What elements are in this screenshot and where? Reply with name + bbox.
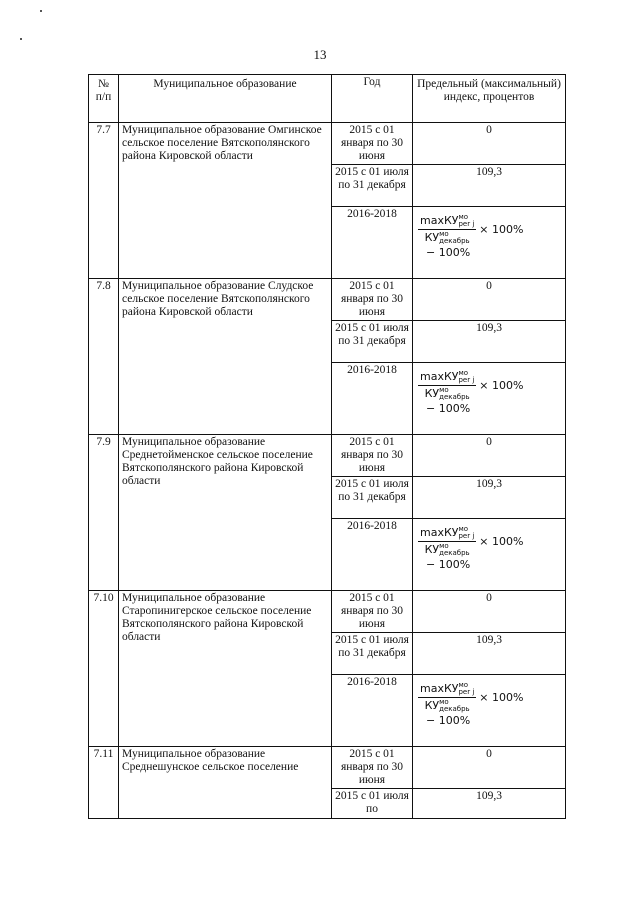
index-table xyxy=(88,74,566,819)
period-year: 2015 с 01 июля по 31 декабря xyxy=(332,165,413,207)
period-year: 2016-2018 xyxy=(332,207,413,279)
formula-denominator: КУ мо декабрь xyxy=(424,542,470,557)
period-year: 2016-2018 xyxy=(332,675,413,747)
municipality-name: Муниципальное образование Среднешунское сельское поселение xyxy=(119,747,332,819)
formula-minus: − 100% xyxy=(426,714,471,727)
index-formula xyxy=(416,208,562,259)
index-value: 109,3 xyxy=(413,321,566,363)
period-year: 2015 с 01 января по 30 июня xyxy=(332,747,413,789)
table-row xyxy=(89,279,566,321)
formula-numerator: maxКУ мо per j xyxy=(420,369,475,384)
header-num: № п/п xyxy=(89,75,119,123)
formula-numerator: maxКУ мо per j xyxy=(420,681,475,696)
municipality-name: Муниципальное образование Среднетойменское сельское поселение Вятскополянского района Кировской области xyxy=(119,435,332,591)
index-formula-cell xyxy=(413,207,566,279)
index-formula-cell xyxy=(413,519,566,591)
period-year: 2015 с 01 июля по 31 декабря xyxy=(332,633,413,675)
period-year: 2015 с 01 июля по 31 декабря xyxy=(332,477,413,519)
formula-fraction xyxy=(418,214,476,245)
period-year: 2015 с 01 января по 30 июня xyxy=(332,591,413,633)
period-year: 2015 с 01 июля по xyxy=(332,789,413,819)
formula-denominator: КУ мо декабрь xyxy=(424,230,470,245)
formula-minus: − 100% xyxy=(426,246,471,259)
table-row xyxy=(89,435,566,477)
index-formula xyxy=(416,364,562,415)
table-header-row xyxy=(89,75,566,123)
index-value: 0 xyxy=(413,279,566,321)
period-year: 2015 с 01 января по 30 июня xyxy=(332,435,413,477)
municipality-name: Муниципальное образование Омгинское сельское поселение Вятскополянского района Кировской области xyxy=(119,123,332,279)
formula-fraction xyxy=(418,526,476,557)
table-row xyxy=(89,747,566,789)
formula-times: × 100% xyxy=(479,535,524,548)
period-year: 2015 с 01 января по 30 июня xyxy=(332,123,413,165)
formula-times: × 100% xyxy=(479,223,524,236)
scan-speck xyxy=(20,38,22,40)
index-value: 109,3 xyxy=(413,633,566,675)
formula-denominator: КУ мо декабрь xyxy=(424,386,470,401)
index-formula-cell xyxy=(413,675,566,747)
table-row xyxy=(89,591,566,633)
formula-numerator: maxКУ мо per j xyxy=(420,525,475,540)
index-value: 0 xyxy=(413,123,566,165)
period-year: 2015 с 01 января по 30 июня xyxy=(332,279,413,321)
index-formula xyxy=(416,676,562,727)
formula-fraction xyxy=(418,370,476,401)
index-value: 109,3 xyxy=(413,165,566,207)
row-number: 7.10 xyxy=(89,591,119,747)
header-index: Предельный (максимальный) индекс, процентов xyxy=(413,75,566,123)
index-value: 109,3 xyxy=(413,477,566,519)
index-formula xyxy=(416,520,562,571)
header-year: Год xyxy=(332,75,413,123)
formula-times: × 100% xyxy=(479,691,524,704)
row-number: 7.7 xyxy=(89,123,119,279)
municipality-name: Муниципальное образование Старопинигерское сельское поселение Вятскополянского района Кировской области xyxy=(119,591,332,747)
index-formula-cell xyxy=(413,363,566,435)
scan-speck xyxy=(40,10,42,12)
row-number: 7.8 xyxy=(89,279,119,435)
row-number: 7.11 xyxy=(89,747,119,819)
index-value: 0 xyxy=(413,435,566,477)
formula-numerator: maxКУ мо per j xyxy=(420,213,475,228)
header-name: Муниципальное образование xyxy=(119,75,332,123)
page-number: 13 xyxy=(313,47,327,62)
formula-fraction xyxy=(418,682,476,713)
period-year: 2016-2018 xyxy=(332,519,413,591)
period-year: 2016-2018 xyxy=(332,363,413,435)
formula-denominator: КУ мо декабрь xyxy=(424,698,470,713)
index-value: 109,3 xyxy=(413,789,566,819)
period-year: 2015 с 01 июля по 31 декабря xyxy=(332,321,413,363)
table-row xyxy=(89,123,566,165)
municipality-name: Муниципальное образование Слудское сельское поселение Вятскополянского района Кировской области xyxy=(119,279,332,435)
index-value: 0 xyxy=(413,591,566,633)
row-number: 7.9 xyxy=(89,435,119,591)
formula-minus: − 100% xyxy=(426,402,471,415)
formula-times: × 100% xyxy=(479,379,524,392)
index-value: 0 xyxy=(413,747,566,789)
formula-minus: − 100% xyxy=(426,558,471,571)
